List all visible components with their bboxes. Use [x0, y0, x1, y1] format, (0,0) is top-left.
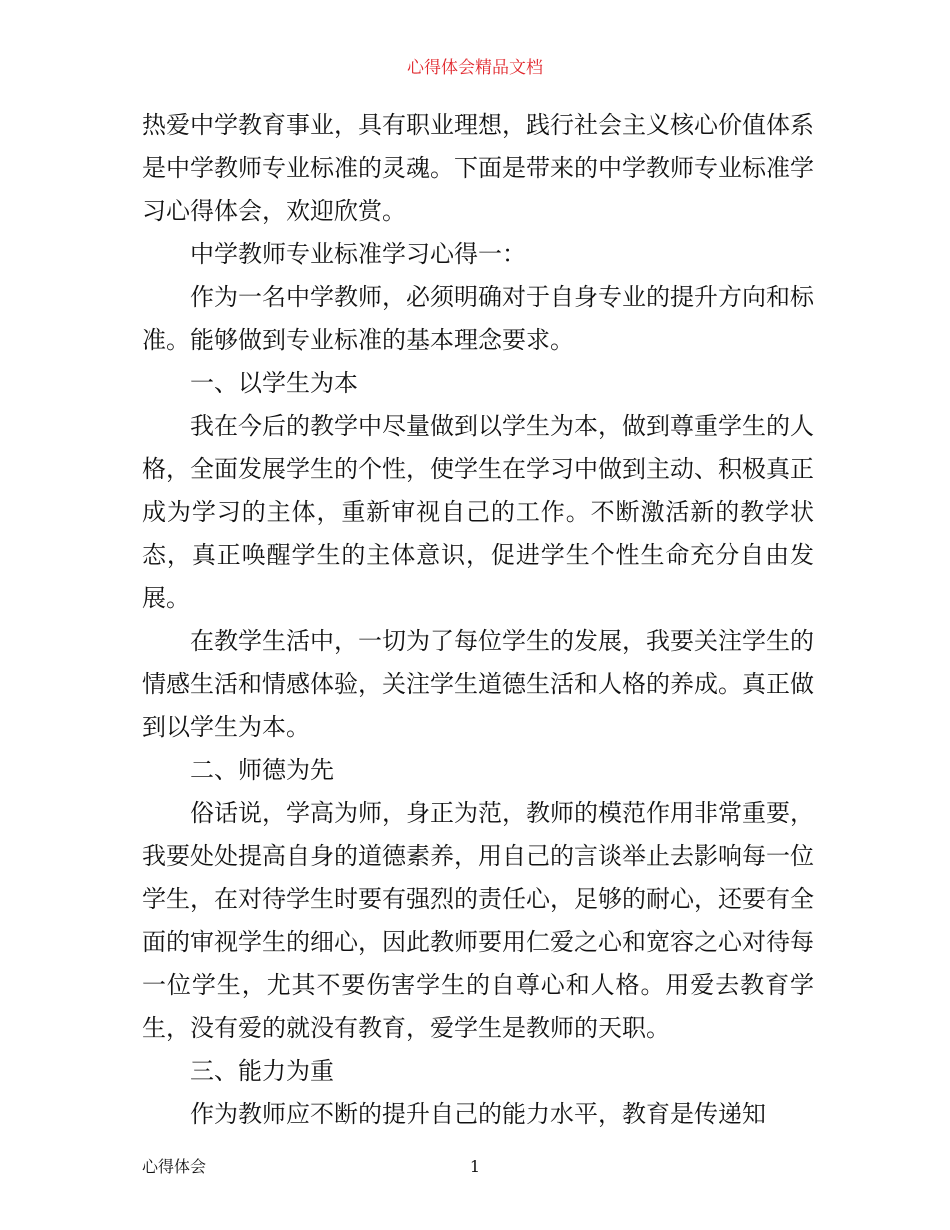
page-number: 1 [469, 1157, 481, 1176]
paragraph: 在教学生活中，一切为了每位学生的发展，我要关注学生的情感生活和情感体验，关注学生道德生活和人格的养成。真正做到以学生为本。 [142, 627, 814, 741]
paragraph: 热爱中学教育事业，具有职业理想，践行社会主义核心价值体系是中学教师专业标准的灵魂。下面是带来的中学教师专业标准学习心得体会，欢迎欣赏。 [142, 111, 814, 225]
paragraph: 作为教师应不断的提升自己的能力水平，教育是传递知 [190, 1100, 766, 1128]
section-heading: 二、师德为先 [190, 756, 334, 784]
document-body [142, 104, 814, 1136]
page-footer-label: 心得体会 [142, 1157, 207, 1176]
paragraph: 俗话说，学高为师，身正为范，教师的模范作用非常重要，我要处处提高自身的道德素养，用自己的言谈举止去影响每一位学生，在对待学生时要有强烈的责任心，足够的耐心，还要有全面的审视学生的细心，因此教师要用仁爱之心和宽容之心对待每一位学生，尤其不要伤害学生的自尊心和人格。用爱去教育学生，没有爱的就没有教育，爱学生是教师的天职。 [142, 799, 814, 1042]
section-heading: 一、以学生为本 [190, 369, 358, 397]
section-heading: 三、能力为重 [190, 1057, 334, 1085]
paragraph: 中学教师专业标准学习心得一： [190, 240, 526, 268]
paragraph: 我在今后的教学中尽量做到以学生为本，做到尊重学生的人格，全面发展学生的个性，使学生在学习中做到主动、积极真正成为学习的主体，重新审视自己的工作。不断激活新的教学状态，真正唤醒学生的主体意识，促进学生个性生命充分自由发展。 [142, 412, 814, 612]
paragraph: 作为一名中学教师，必须明确对于自身专业的提升方向和标准。能够做到专业标准的基本理念要求。 [142, 283, 814, 354]
page-header-title: 心得体会精品文档 [407, 58, 543, 78]
